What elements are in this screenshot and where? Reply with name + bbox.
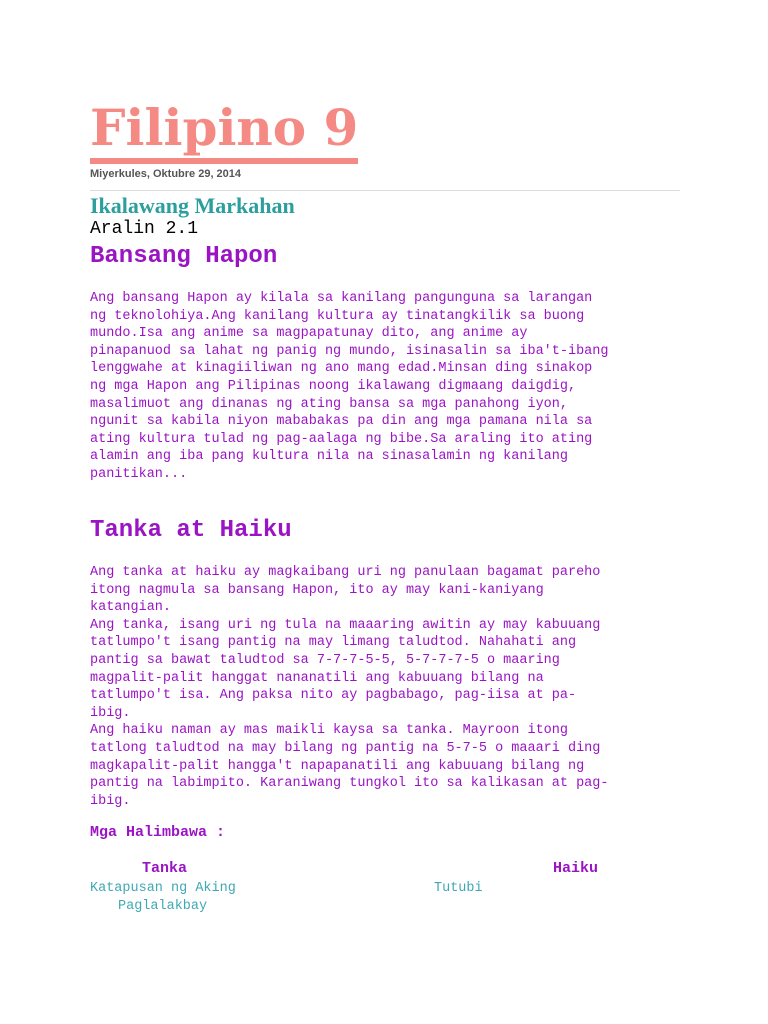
tanka-line: Paglalakbay xyxy=(118,899,208,914)
section-text-bansang-hapon: Ang bansang Hapon ay kilala sa kanilang pangunguna sa larangan ng teknolohiya.Ang kanilang kultura ay tinatangkilik sa buong mundo.Isa ang anime sa magpapatunay dito, ang anime ay pinapanuod sa lahat ng panig ng mundo, isinasalin sa iba't-ibang lenggwahe at kinagiiliwan ng ano mang edad.Minsan ding sinakop ng mga Hapon ang Pilipinas noong ikalawang digmaang daigdig, masalimuot ang dinanas ng ating bansa sa mga panahong iyon, ngunit sa kabila niyon mababakas pa din ang mga pamana nila sa ating kultura tulad ng pag-aalaga ng bibe.Sa araling ito ating alamin ang iba pang kultura nila na sinasalamin ng kanilang panitikan... xyxy=(90,291,609,482)
post-date: Miyerkules, Oktubre 29, 2014 xyxy=(90,168,242,180)
haiku-line: Tutubi xyxy=(434,881,483,896)
tanka-line: Katapusan ng Aking xyxy=(90,881,236,896)
section-heading-tanka-at-haiku: Tanka at Haiku xyxy=(90,517,292,544)
section-text-tanka-at-haiku: Ang tanka at haiku ay magkaibang uri ng panulaan bagamat pareho itong nagmula sa bansang Hapon, ito ay may kani-kaniyang katangian. Ang tanka, isang uri ng tula na maaaring awitin ay may kabuuang tatlumpo't isang pantig na may limang taludtod. Nahahati ang pantig sa bawat taludtod sa 7-7-7-5-5, 5-7-7-7-5 o maaring magpalit-palit hanggat nananatili ang kabuuang bilang na tatlumpo't isa. Ang paksa nito ay pagbabago, pag-iisa at pa- ibig. Ang haiku naman ay mas maikli kaysa sa tanka. Mayroon itong tatlong taludtod na may bilang ng pantig na 5-7-5 o maaari ding magkapalit-palit hangga't napapanatili ang kabuuang bilang ng pantig na labimpito. Karaniwang tungkol ito sa kalikasan at pag- ibig. xyxy=(90,565,609,809)
haiku-heading: Haiku xyxy=(553,860,599,877)
lesson-label: Aralin 2.1 xyxy=(90,219,199,239)
divider xyxy=(90,190,680,191)
tanka-heading: Tanka xyxy=(142,860,188,877)
post-title[interactable]: Ikalawang Markahan xyxy=(90,193,295,218)
examples-label: Mga Halimbawa : xyxy=(90,824,226,841)
blog-title[interactable]: Filipino 9 xyxy=(90,98,358,164)
section-heading-bansang-hapon: Bansang Hapon xyxy=(90,243,278,270)
